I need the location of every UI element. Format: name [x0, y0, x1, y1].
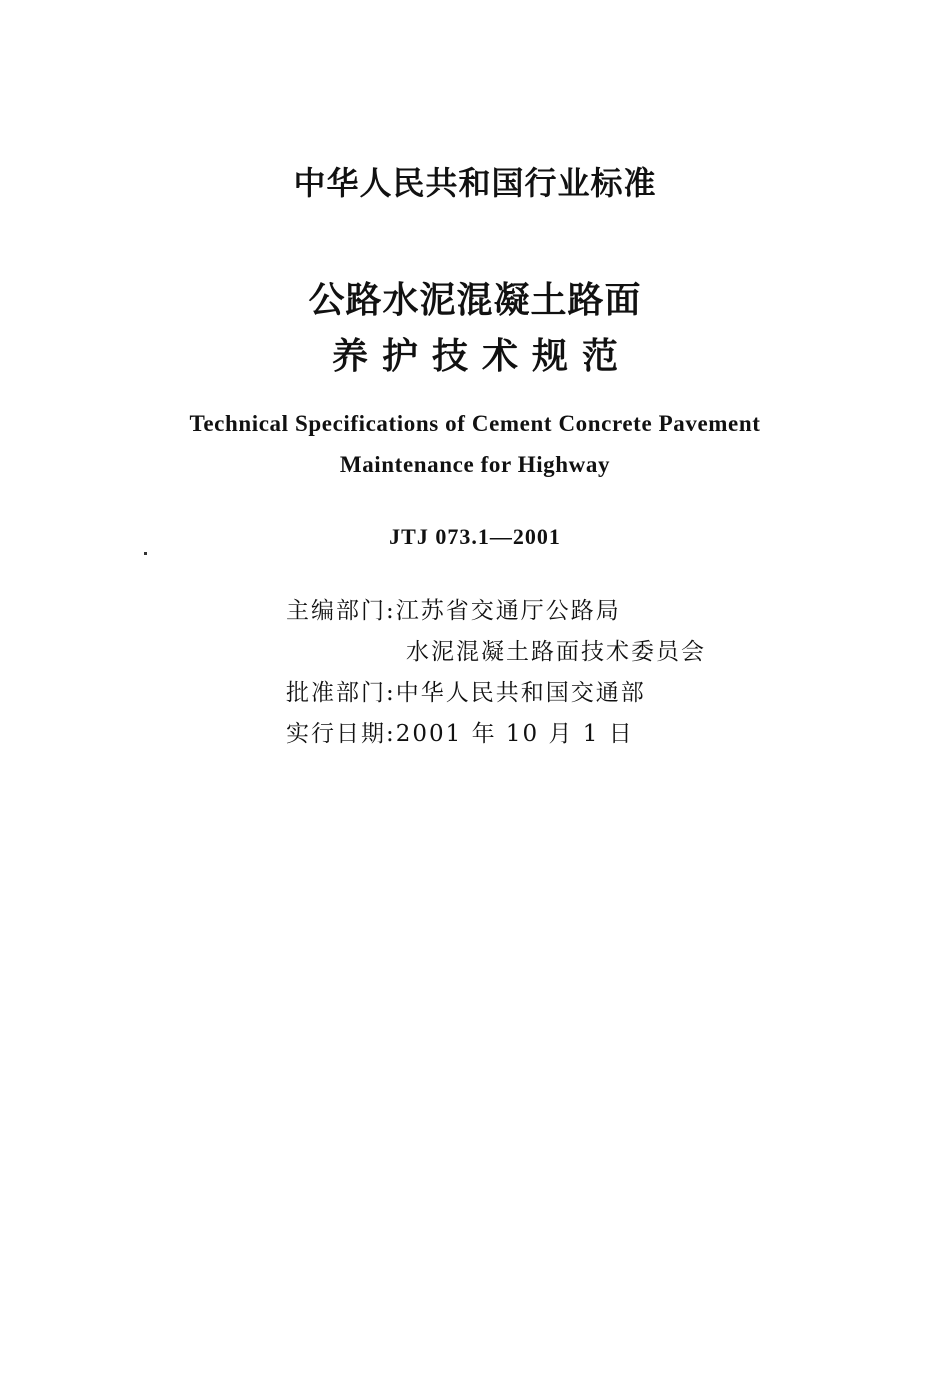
chief-editor-value-1: 江苏省交通厅公路局 — [395, 598, 621, 624]
standard-code: JTJ 073.1—2001 — [389, 524, 561, 549]
chief-editor-value-2: 水泥混凝土路面技术委员会 — [406, 639, 706, 665]
chief-editor-row-2 — [406, 633, 706, 666]
english-title-line-1: Technical Specifications of Cement Concrete Pavement — [189, 411, 761, 436]
chinese-title-line-2: 养护技术规范 — [331, 336, 632, 377]
effective-date-row — [286, 715, 634, 748]
chief-editor-label: 主编部门: — [286, 598, 396, 624]
issuer-heading: 中华人民共和国行业标准 — [293, 164, 657, 202]
approver-value: 中华人民共和国交通部 — [395, 680, 646, 706]
effective-date-label: 实行日期: — [286, 721, 396, 747]
approver-label: 批准部门: — [286, 680, 396, 706]
english-title-line-2: Maintenance for Highway — [339, 452, 611, 477]
chief-editor-row — [286, 592, 621, 625]
chinese-title-line-1: 公路水泥混凝土路面 — [308, 280, 642, 321]
effective-date-value: 2001 年 10 月 1 日 — [395, 721, 634, 747]
approver-row — [286, 674, 646, 707]
scan-speck — [144, 552, 147, 555]
